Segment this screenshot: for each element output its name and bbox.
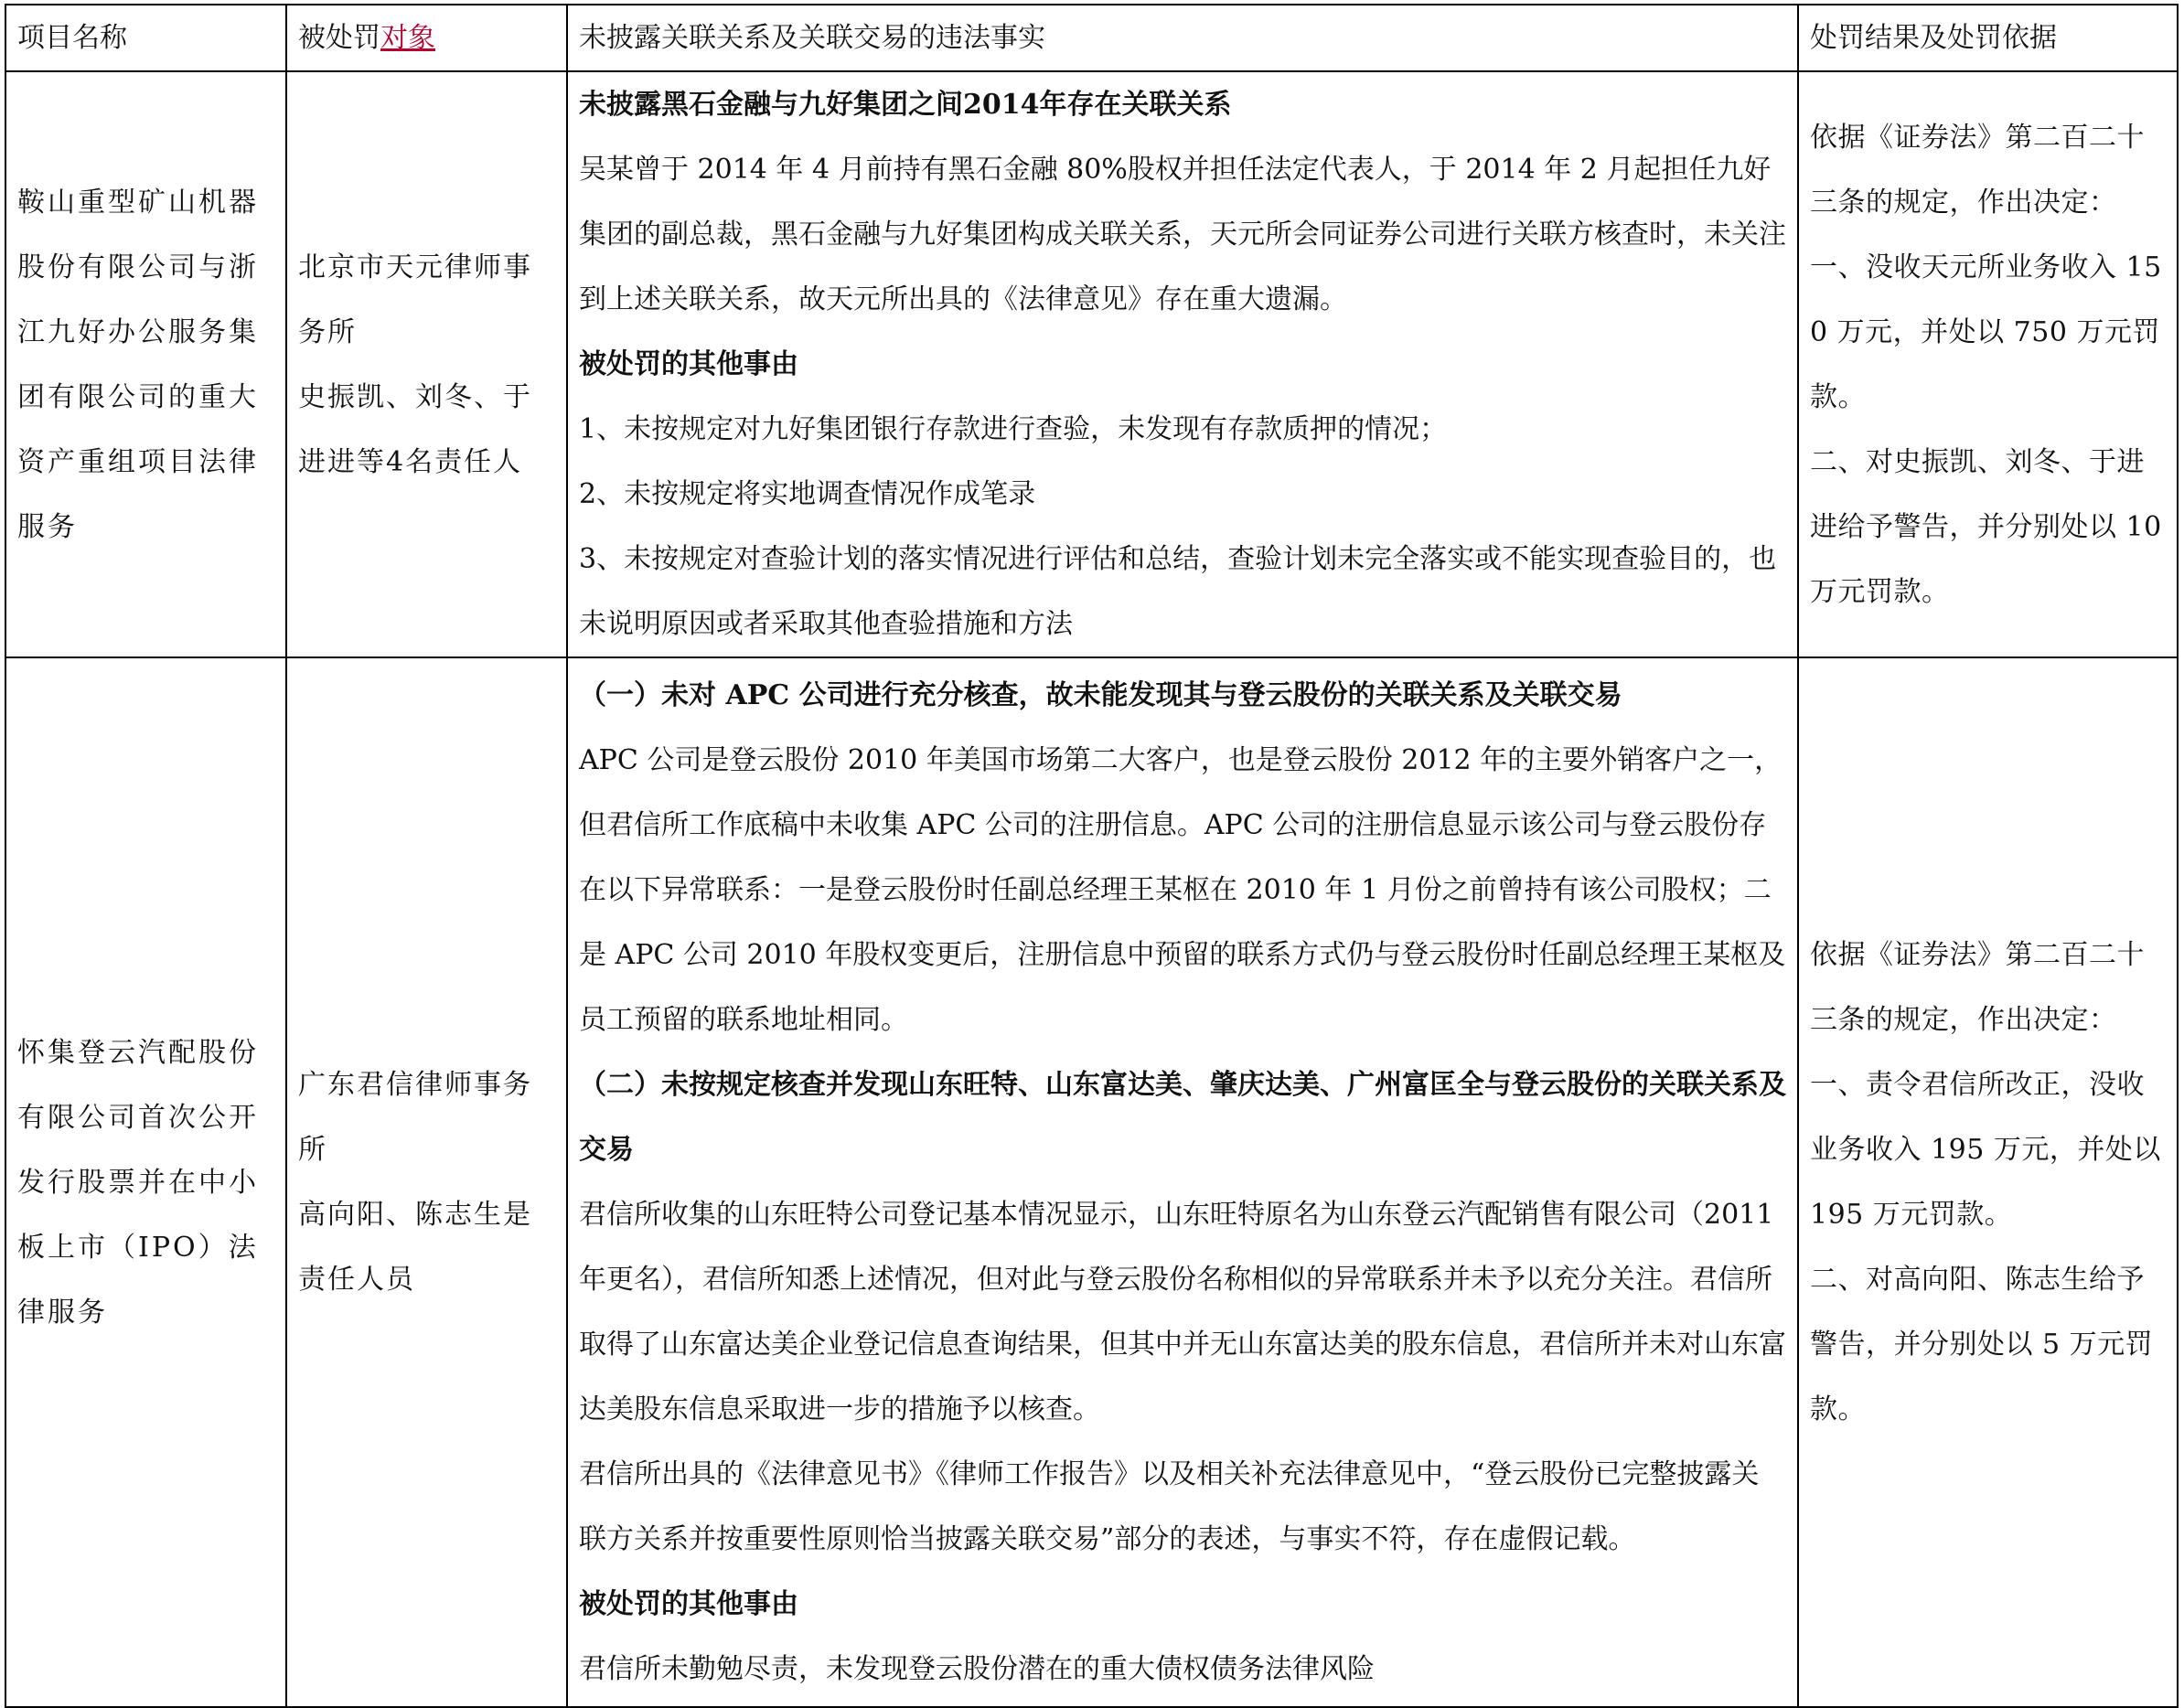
target-cell bbox=[286, 657, 567, 1707]
header-violation-facts: 未披露关联关系及关联交易的违法事实 bbox=[567, 5, 1798, 71]
project-name-cell: 怀集登云汽配股份有限公司首次公开发行股票并在中小板上市（IPO）法律服务 bbox=[5, 657, 286, 1707]
project-name-cell: 鞍山重型矿山机器股份有限公司与浙江九好办公服务集团有限公司的重大资产重组项目法律服务 bbox=[5, 71, 286, 657]
table-row bbox=[5, 71, 2178, 657]
facts-paragraph: 2、未按规定将实地调查情况作成笔录 bbox=[579, 478, 1036, 510]
target-persons: 高向阳、陈志生是责任人员 bbox=[298, 1199, 532, 1296]
header-penalty-result: 处罚结果及处罚依据 bbox=[1798, 5, 2178, 71]
result-item: 二、对高向阳、陈志生给予警告，并分别处以 5 万元罚款。 bbox=[1810, 1264, 2154, 1425]
penalty-table bbox=[5, 4, 2179, 1708]
target-persons: 史振凯、刘冬、于进进等4名责任人 bbox=[298, 380, 532, 478]
facts-paragraph: 君信所出具的《法律意见书》《律师工作报告》以及相关补充法律意见中，“登云股份已完整披露关联方关系并按重要性原则恰当披露关联交易”部分的表述，与事实不符，存在虚假记载。 bbox=[579, 1458, 1760, 1555]
facts-paragraph: APC 公司是登云股份 2010 年美国市场第二大客户，也是登云股份 2012 年的主要外销客户之一，但君信所工作底稿中未收集 APC 公司的注册信息。APC 公司的注册信息显示该公司与登云股份存在以下异常联系：一是登云股份时任副总经理王某枢在 2010 年 1 月份之前曾持有该公司股权；二是 APC 公司 2010 年股权变更后，注册信息中预留的联系方式仍与登云股份时任副总经理王某枢及员工预留的联系地址相同。 bbox=[579, 744, 1786, 1036]
table-header-row bbox=[5, 5, 2178, 71]
header-penalized-target bbox=[286, 5, 567, 71]
header-target-link[interactable]: 对象 bbox=[380, 22, 435, 54]
facts-cell bbox=[567, 657, 1798, 1707]
facts-paragraph: 吴某曾于 2014 年 4 月前持有黑石金融 80%股权并担任法定代表人，于 2014 年 2 月起担任九好集团的副总裁，黑石金融与九好集团构成关联关系，天元所会同证券公司进行关联方核查时，未关注到上述关联关系，故天元所出具的《法律意见》存在重大遗漏。 bbox=[579, 154, 1786, 315]
result-basis: 依据《证券法》第二百二十三条的规定，作出决定： bbox=[1810, 939, 2145, 1036]
header-target-prefix: 被处罚 bbox=[298, 22, 380, 54]
table-row bbox=[5, 657, 2178, 1707]
header-project-name: 项目名称 bbox=[5, 5, 286, 71]
facts-paragraph: 君信所未勤勉尽责，未发现登云股份潜在的重大债权债务法律风险 bbox=[579, 1653, 1375, 1685]
result-item: 一、没收天元所业务收入 150 万元，并处以 750 万元罚款。 bbox=[1810, 251, 2162, 413]
facts-heading: 被处罚的其他事由 bbox=[579, 1588, 798, 1620]
facts-heading: （二）未按规定核查并发现山东旺特、山东富达美、肇庆达美、广州富匡全与登云股份的关联关系及交易 bbox=[579, 1069, 1786, 1166]
target-cell bbox=[286, 71, 567, 657]
facts-paragraph: 1、未按规定对九好集团银行存款进行查验，未发现有存款质押的情况； bbox=[579, 413, 1448, 445]
result-basis: 依据《证券法》第二百二十三条的规定，作出决定： bbox=[1810, 121, 2145, 219]
facts-cell bbox=[567, 71, 1798, 657]
result-item: 一、责令君信所改正，没收业务收入 195 万元，并处以 195 万元罚款。 bbox=[1810, 1069, 2161, 1231]
target-firm: 北京市天元律师事务所 bbox=[298, 251, 532, 348]
result-cell bbox=[1798, 71, 2178, 657]
facts-heading: 被处罚的其他事由 bbox=[579, 348, 798, 380]
result-cell bbox=[1798, 657, 2178, 1707]
result-item: 二、对史振凯、刘冬、于进进给予警告，并分别处以 10 万元罚款。 bbox=[1810, 445, 2162, 608]
facts-heading: （一）未对 APC 公司进行充分核查，故未能发现其与登云股份的关联关系及关联交易 bbox=[579, 679, 1622, 711]
target-firm: 广东君信律师事务所 bbox=[298, 1069, 532, 1166]
facts-heading: 未披露黑石金融与九好集团之间2014年存在关联关系 bbox=[579, 89, 1232, 121]
facts-paragraph: 君信所收集的山东旺特公司登记基本情况显示，山东旺特原名为山东登云汽配销售有限公司（2011 年更名），君信所知悉上述情况，但对此与登云股份名称相似的异常联系并未予以充分关注。君信所取得了山东富达美企业登记信息查询结果，但其中并无山东富达美的股东信息，君信所并未对山东富达美股东信息采取进一步的措施予以核查。 bbox=[579, 1199, 1786, 1425]
facts-paragraph: 3、未按规定对查验计划的落实情况进行评估和总结，查验计划未完全落实或不能实现查验目的，也未说明原因或者采取其他查验措施和方法 bbox=[579, 543, 1777, 640]
